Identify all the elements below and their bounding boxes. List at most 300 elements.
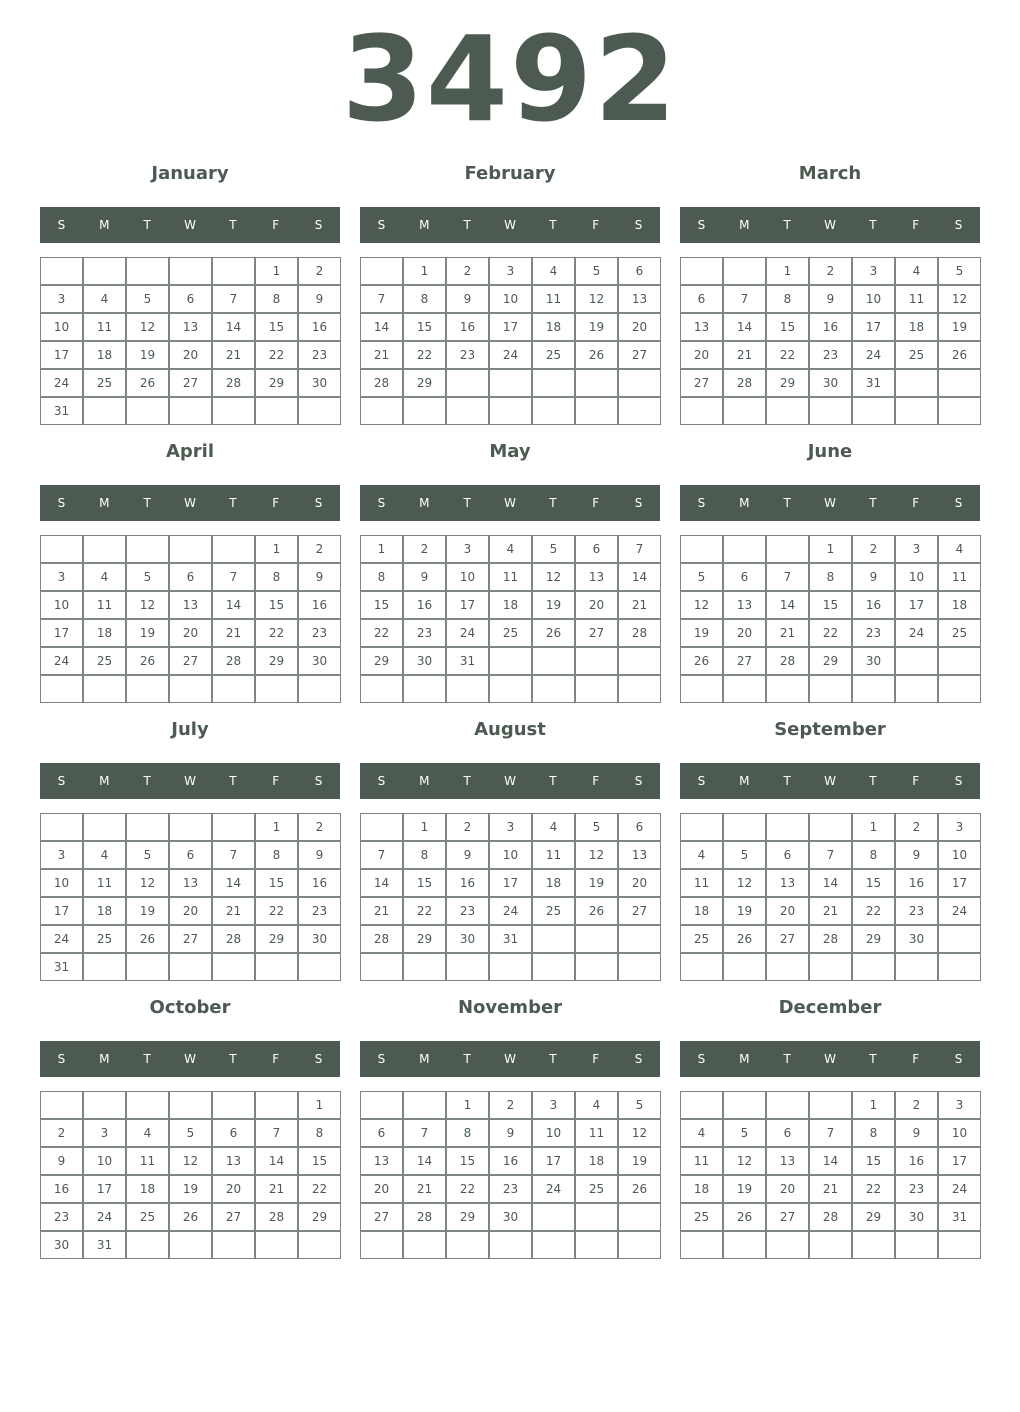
empty-day-cell <box>83 675 126 703</box>
day-cell: 11 <box>489 563 532 591</box>
day-cell: 30 <box>298 369 341 397</box>
day-cell: 27 <box>169 925 212 953</box>
day-cell: 13 <box>723 591 766 619</box>
month-name: April <box>165 441 215 462</box>
weekday-label: S <box>377 774 386 788</box>
day-cell: 16 <box>895 1147 938 1175</box>
day-cell: 1 <box>255 813 298 841</box>
day-cell: 16 <box>809 313 852 341</box>
weekday-label: S <box>314 774 323 788</box>
empty-day-cell <box>575 953 618 981</box>
day-grid <box>680 257 981 426</box>
day-cell: 21 <box>255 1175 298 1203</box>
day-cell: 23 <box>895 1175 938 1203</box>
day-cell: 10 <box>895 563 938 591</box>
empty-day-cell <box>809 675 852 703</box>
year-title: 3492 <box>341 10 679 148</box>
day-cell: 2 <box>852 535 895 563</box>
day-cell: 23 <box>852 619 895 647</box>
empty-day-cell <box>212 257 255 285</box>
empty-day-cell <box>403 1091 446 1119</box>
day-cell: 12 <box>618 1119 661 1147</box>
weekday-label: S <box>954 496 963 510</box>
day-cell: 9 <box>895 1119 938 1147</box>
day-cell: 7 <box>723 285 766 313</box>
weekday-label: S <box>697 1052 706 1066</box>
empty-day-cell <box>723 1231 766 1259</box>
day-grid <box>360 1091 661 1260</box>
day-cell: 29 <box>852 1203 895 1231</box>
day-cell: 25 <box>126 1203 169 1231</box>
day-cell: 22 <box>852 897 895 925</box>
day-cell: 18 <box>532 313 575 341</box>
empty-day-cell <box>532 1231 575 1259</box>
day-cell: 14 <box>212 869 255 897</box>
day-cell: 5 <box>723 841 766 869</box>
empty-day-cell <box>83 1091 126 1119</box>
day-cell: 29 <box>403 369 446 397</box>
day-cell: 1 <box>255 257 298 285</box>
day-cell: 13 <box>618 841 661 869</box>
day-cell: 21 <box>360 897 403 925</box>
day-cell: 31 <box>40 953 83 981</box>
day-cell: 17 <box>489 313 532 341</box>
day-cell: 21 <box>809 897 852 925</box>
day-cell: 24 <box>938 897 981 925</box>
month-name: September <box>774 719 886 740</box>
weekday-label: T <box>549 218 557 232</box>
day-cell: 27 <box>723 647 766 675</box>
day-cell: 2 <box>489 1091 532 1119</box>
weekday-label: S <box>634 774 643 788</box>
empty-day-cell <box>169 1091 212 1119</box>
day-cell: 18 <box>126 1175 169 1203</box>
empty-day-cell <box>40 675 83 703</box>
day-cell: 8 <box>446 1119 489 1147</box>
day-cell: 18 <box>680 897 723 925</box>
day-cell: 6 <box>212 1119 255 1147</box>
day-cell: 3 <box>40 563 83 591</box>
day-cell: 12 <box>680 591 723 619</box>
day-cell: 12 <box>126 313 169 341</box>
empty-day-cell <box>169 953 212 981</box>
day-cell: 17 <box>40 619 83 647</box>
day-cell: 29 <box>255 369 298 397</box>
weekday-label: T <box>869 218 877 232</box>
day-cell: 2 <box>809 257 852 285</box>
day-cell: 24 <box>532 1175 575 1203</box>
day-cell: 17 <box>938 869 981 897</box>
day-cell: 27 <box>766 1203 809 1231</box>
empty-day-cell <box>532 397 575 425</box>
day-cell: 11 <box>938 563 981 591</box>
month-name: December <box>778 997 882 1018</box>
day-cell: 4 <box>680 841 723 869</box>
day-cell: 25 <box>575 1175 618 1203</box>
month-name: August <box>474 719 546 740</box>
empty-day-cell <box>895 675 938 703</box>
day-cell: 28 <box>212 925 255 953</box>
day-cell: 5 <box>575 257 618 285</box>
day-cell: 8 <box>360 563 403 591</box>
empty-day-cell <box>938 675 981 703</box>
day-cell: 7 <box>403 1119 446 1147</box>
day-cell: 18 <box>83 619 126 647</box>
day-cell: 28 <box>723 369 766 397</box>
day-cell: 11 <box>83 591 126 619</box>
day-cell: 27 <box>575 619 618 647</box>
day-cell: 11 <box>680 869 723 897</box>
weekday-header <box>680 207 980 243</box>
weekday-label: T <box>143 1052 151 1066</box>
empty-day-cell <box>680 257 723 285</box>
day-cell: 5 <box>169 1119 212 1147</box>
day-cell: 8 <box>766 285 809 313</box>
day-cell: 29 <box>809 647 852 675</box>
day-cell: 2 <box>895 813 938 841</box>
weekday-header <box>360 763 660 799</box>
day-cell: 26 <box>575 341 618 369</box>
day-cell: 21 <box>766 619 809 647</box>
day-cell: 6 <box>169 563 212 591</box>
day-cell: 6 <box>575 535 618 563</box>
day-cell: 6 <box>169 285 212 313</box>
day-cell: 6 <box>360 1119 403 1147</box>
day-cell: 15 <box>852 869 895 897</box>
day-cell: 4 <box>489 535 532 563</box>
day-cell: 4 <box>532 257 575 285</box>
day-cell: 21 <box>360 341 403 369</box>
day-cell: 25 <box>680 925 723 953</box>
empty-day-cell <box>298 1231 341 1259</box>
day-cell: 25 <box>83 647 126 675</box>
day-cell: 1 <box>403 813 446 841</box>
day-cell: 20 <box>618 313 661 341</box>
day-cell: 4 <box>680 1119 723 1147</box>
empty-day-cell <box>575 675 618 703</box>
day-cell: 11 <box>575 1119 618 1147</box>
empty-day-cell <box>212 397 255 425</box>
day-cell: 3 <box>40 285 83 313</box>
empty-day-cell <box>446 953 489 981</box>
day-cell: 10 <box>938 1119 981 1147</box>
day-cell: 2 <box>298 813 341 841</box>
day-cell: 20 <box>212 1175 255 1203</box>
weekday-label: T <box>143 774 151 788</box>
weekday-header <box>680 485 980 521</box>
day-cell: 27 <box>680 369 723 397</box>
weekday-label: F <box>912 1052 920 1066</box>
day-cell: 13 <box>169 869 212 897</box>
day-cell: 13 <box>360 1147 403 1175</box>
day-cell: 21 <box>618 591 661 619</box>
day-cell: 31 <box>852 369 895 397</box>
weekday-label: M <box>739 774 750 788</box>
day-cell: 19 <box>723 897 766 925</box>
day-cell: 11 <box>83 313 126 341</box>
empty-day-cell <box>169 675 212 703</box>
empty-day-cell <box>618 953 661 981</box>
day-cell: 22 <box>446 1175 489 1203</box>
day-cell: 14 <box>809 869 852 897</box>
day-cell: 16 <box>403 591 446 619</box>
day-cell: 13 <box>618 285 661 313</box>
day-cell: 1 <box>446 1091 489 1119</box>
empty-day-cell <box>723 397 766 425</box>
day-cell: 2 <box>895 1091 938 1119</box>
weekday-label: S <box>634 218 643 232</box>
day-cell: 14 <box>766 591 809 619</box>
day-cell: 19 <box>532 591 575 619</box>
weekday-label: T <box>783 774 791 788</box>
empty-day-cell <box>938 925 981 953</box>
day-grid <box>40 535 341 704</box>
day-cell: 10 <box>83 1147 126 1175</box>
day-cell: 8 <box>403 285 446 313</box>
weekday-label: S <box>57 218 66 232</box>
day-cell: 4 <box>83 841 126 869</box>
day-cell: 13 <box>575 563 618 591</box>
day-cell: 27 <box>766 925 809 953</box>
day-cell: 6 <box>680 285 723 313</box>
day-cell: 24 <box>40 647 83 675</box>
day-cell: 25 <box>489 619 532 647</box>
day-cell: 13 <box>169 591 212 619</box>
empty-day-cell <box>126 1091 169 1119</box>
weekday-label: T <box>463 1052 471 1066</box>
weekday-label: T <box>783 1052 791 1066</box>
day-cell: 1 <box>852 813 895 841</box>
empty-day-cell <box>532 953 575 981</box>
weekday-label: M <box>419 774 430 788</box>
day-cell: 10 <box>40 591 83 619</box>
empty-day-cell <box>852 397 895 425</box>
day-cell: 6 <box>766 1119 809 1147</box>
empty-day-cell <box>360 257 403 285</box>
weekday-label: T <box>783 496 791 510</box>
weekday-label: S <box>697 218 706 232</box>
weekday-label: M <box>739 218 750 232</box>
empty-day-cell <box>618 1203 661 1231</box>
day-cell: 30 <box>403 647 446 675</box>
weekday-label: S <box>954 774 963 788</box>
day-cell: 21 <box>212 619 255 647</box>
empty-day-cell <box>723 257 766 285</box>
day-cell: 26 <box>575 897 618 925</box>
day-cell: 30 <box>446 925 489 953</box>
day-cell: 20 <box>169 619 212 647</box>
empty-day-cell <box>126 257 169 285</box>
day-cell: 18 <box>938 591 981 619</box>
empty-day-cell <box>40 257 83 285</box>
day-cell: 3 <box>532 1091 575 1119</box>
weekday-label: S <box>634 496 643 510</box>
empty-day-cell <box>938 647 981 675</box>
empty-day-cell <box>618 647 661 675</box>
day-cell: 20 <box>360 1175 403 1203</box>
empty-day-cell <box>618 369 661 397</box>
day-cell: 21 <box>212 897 255 925</box>
day-cell: 15 <box>255 313 298 341</box>
empty-day-cell <box>403 397 446 425</box>
day-cell: 11 <box>532 285 575 313</box>
month-name: March <box>798 163 862 184</box>
weekday-header <box>360 485 660 521</box>
day-cell: 20 <box>169 341 212 369</box>
day-cell: 12 <box>575 285 618 313</box>
day-cell: 28 <box>766 647 809 675</box>
day-cell: 3 <box>489 257 532 285</box>
empty-day-cell <box>446 369 489 397</box>
empty-day-cell <box>895 953 938 981</box>
empty-day-cell <box>532 1203 575 1231</box>
day-cell: 7 <box>360 285 403 313</box>
day-cell: 25 <box>83 369 126 397</box>
day-cell: 8 <box>809 563 852 591</box>
day-cell: 5 <box>618 1091 661 1119</box>
empty-day-cell <box>938 953 981 981</box>
weekday-label: F <box>272 218 280 232</box>
weekday-label: T <box>229 1052 237 1066</box>
day-cell: 16 <box>852 591 895 619</box>
day-cell: 22 <box>255 897 298 925</box>
weekday-label: S <box>314 1052 323 1066</box>
weekday-label: W <box>504 1052 516 1066</box>
weekday-label: T <box>783 218 791 232</box>
empty-day-cell <box>532 925 575 953</box>
empty-day-cell <box>255 675 298 703</box>
weekday-label: W <box>184 774 196 788</box>
empty-day-cell <box>766 1091 809 1119</box>
empty-day-cell <box>766 397 809 425</box>
day-cell: 25 <box>83 925 126 953</box>
day-cell: 22 <box>255 619 298 647</box>
day-cell: 26 <box>532 619 575 647</box>
empty-day-cell <box>169 257 212 285</box>
day-cell: 8 <box>852 1119 895 1147</box>
empty-day-cell <box>852 1231 895 1259</box>
empty-day-cell <box>446 397 489 425</box>
weekday-label: M <box>99 1052 110 1066</box>
empty-day-cell <box>255 953 298 981</box>
day-cell: 11 <box>680 1147 723 1175</box>
day-cell: 8 <box>298 1119 341 1147</box>
weekday-label: S <box>314 218 323 232</box>
weekday-label: F <box>912 218 920 232</box>
day-cell: 26 <box>938 341 981 369</box>
day-cell: 9 <box>298 841 341 869</box>
empty-day-cell <box>126 953 169 981</box>
empty-day-cell <box>360 953 403 981</box>
day-cell: 19 <box>575 869 618 897</box>
weekday-label: W <box>824 1052 836 1066</box>
month-name: January <box>151 163 229 184</box>
month-name: February <box>464 163 556 184</box>
weekday-label: M <box>99 774 110 788</box>
day-cell: 1 <box>852 1091 895 1119</box>
day-cell: 22 <box>766 341 809 369</box>
day-cell: 19 <box>723 1175 766 1203</box>
day-cell: 22 <box>255 341 298 369</box>
empty-day-cell <box>169 1231 212 1259</box>
day-cell: 9 <box>809 285 852 313</box>
empty-day-cell <box>575 647 618 675</box>
weekday-label: T <box>549 774 557 788</box>
empty-day-cell <box>575 1203 618 1231</box>
empty-day-cell <box>532 675 575 703</box>
weekday-label: W <box>184 1052 196 1066</box>
weekday-label: W <box>824 218 836 232</box>
weekday-label: T <box>143 496 151 510</box>
day-cell: 12 <box>532 563 575 591</box>
empty-day-cell <box>575 925 618 953</box>
day-cell: 16 <box>446 869 489 897</box>
day-cell: 17 <box>446 591 489 619</box>
weekday-label: M <box>739 496 750 510</box>
empty-day-cell <box>766 535 809 563</box>
day-cell: 2 <box>446 257 489 285</box>
empty-day-cell <box>360 1231 403 1259</box>
day-cell: 18 <box>489 591 532 619</box>
day-cell: 20 <box>723 619 766 647</box>
empty-day-cell <box>938 1231 981 1259</box>
day-cell: 6 <box>169 841 212 869</box>
day-cell: 1 <box>403 257 446 285</box>
day-cell: 7 <box>618 535 661 563</box>
empty-day-cell <box>723 813 766 841</box>
weekday-label: S <box>377 218 386 232</box>
empty-day-cell <box>895 1231 938 1259</box>
empty-day-cell <box>255 397 298 425</box>
day-cell: 4 <box>83 285 126 313</box>
day-cell: 22 <box>403 341 446 369</box>
day-cell: 7 <box>360 841 403 869</box>
empty-day-cell <box>766 1231 809 1259</box>
day-cell: 7 <box>212 563 255 591</box>
day-cell: 13 <box>680 313 723 341</box>
day-cell: 28 <box>618 619 661 647</box>
day-cell: 4 <box>126 1119 169 1147</box>
weekday-header <box>40 207 340 243</box>
day-cell: 14 <box>723 313 766 341</box>
weekday-label: T <box>463 774 471 788</box>
empty-day-cell <box>83 953 126 981</box>
weekday-label: T <box>869 1052 877 1066</box>
day-cell: 23 <box>298 619 341 647</box>
day-cell: 1 <box>809 535 852 563</box>
weekday-header <box>360 1041 660 1077</box>
day-cell: 2 <box>298 535 341 563</box>
empty-day-cell <box>680 953 723 981</box>
empty-day-cell <box>83 257 126 285</box>
weekday-label: F <box>592 218 600 232</box>
day-cell: 6 <box>618 813 661 841</box>
day-cell: 9 <box>446 841 489 869</box>
empty-day-cell <box>895 369 938 397</box>
empty-day-cell <box>766 953 809 981</box>
day-cell: 24 <box>446 619 489 647</box>
empty-day-cell <box>723 535 766 563</box>
weekday-label: T <box>869 496 877 510</box>
empty-day-cell <box>360 397 403 425</box>
day-cell: 11 <box>895 285 938 313</box>
day-cell: 7 <box>255 1119 298 1147</box>
day-cell: 17 <box>895 591 938 619</box>
month-name: June <box>807 441 853 462</box>
day-cell: 18 <box>83 897 126 925</box>
day-cell: 3 <box>489 813 532 841</box>
day-cell: 6 <box>723 563 766 591</box>
